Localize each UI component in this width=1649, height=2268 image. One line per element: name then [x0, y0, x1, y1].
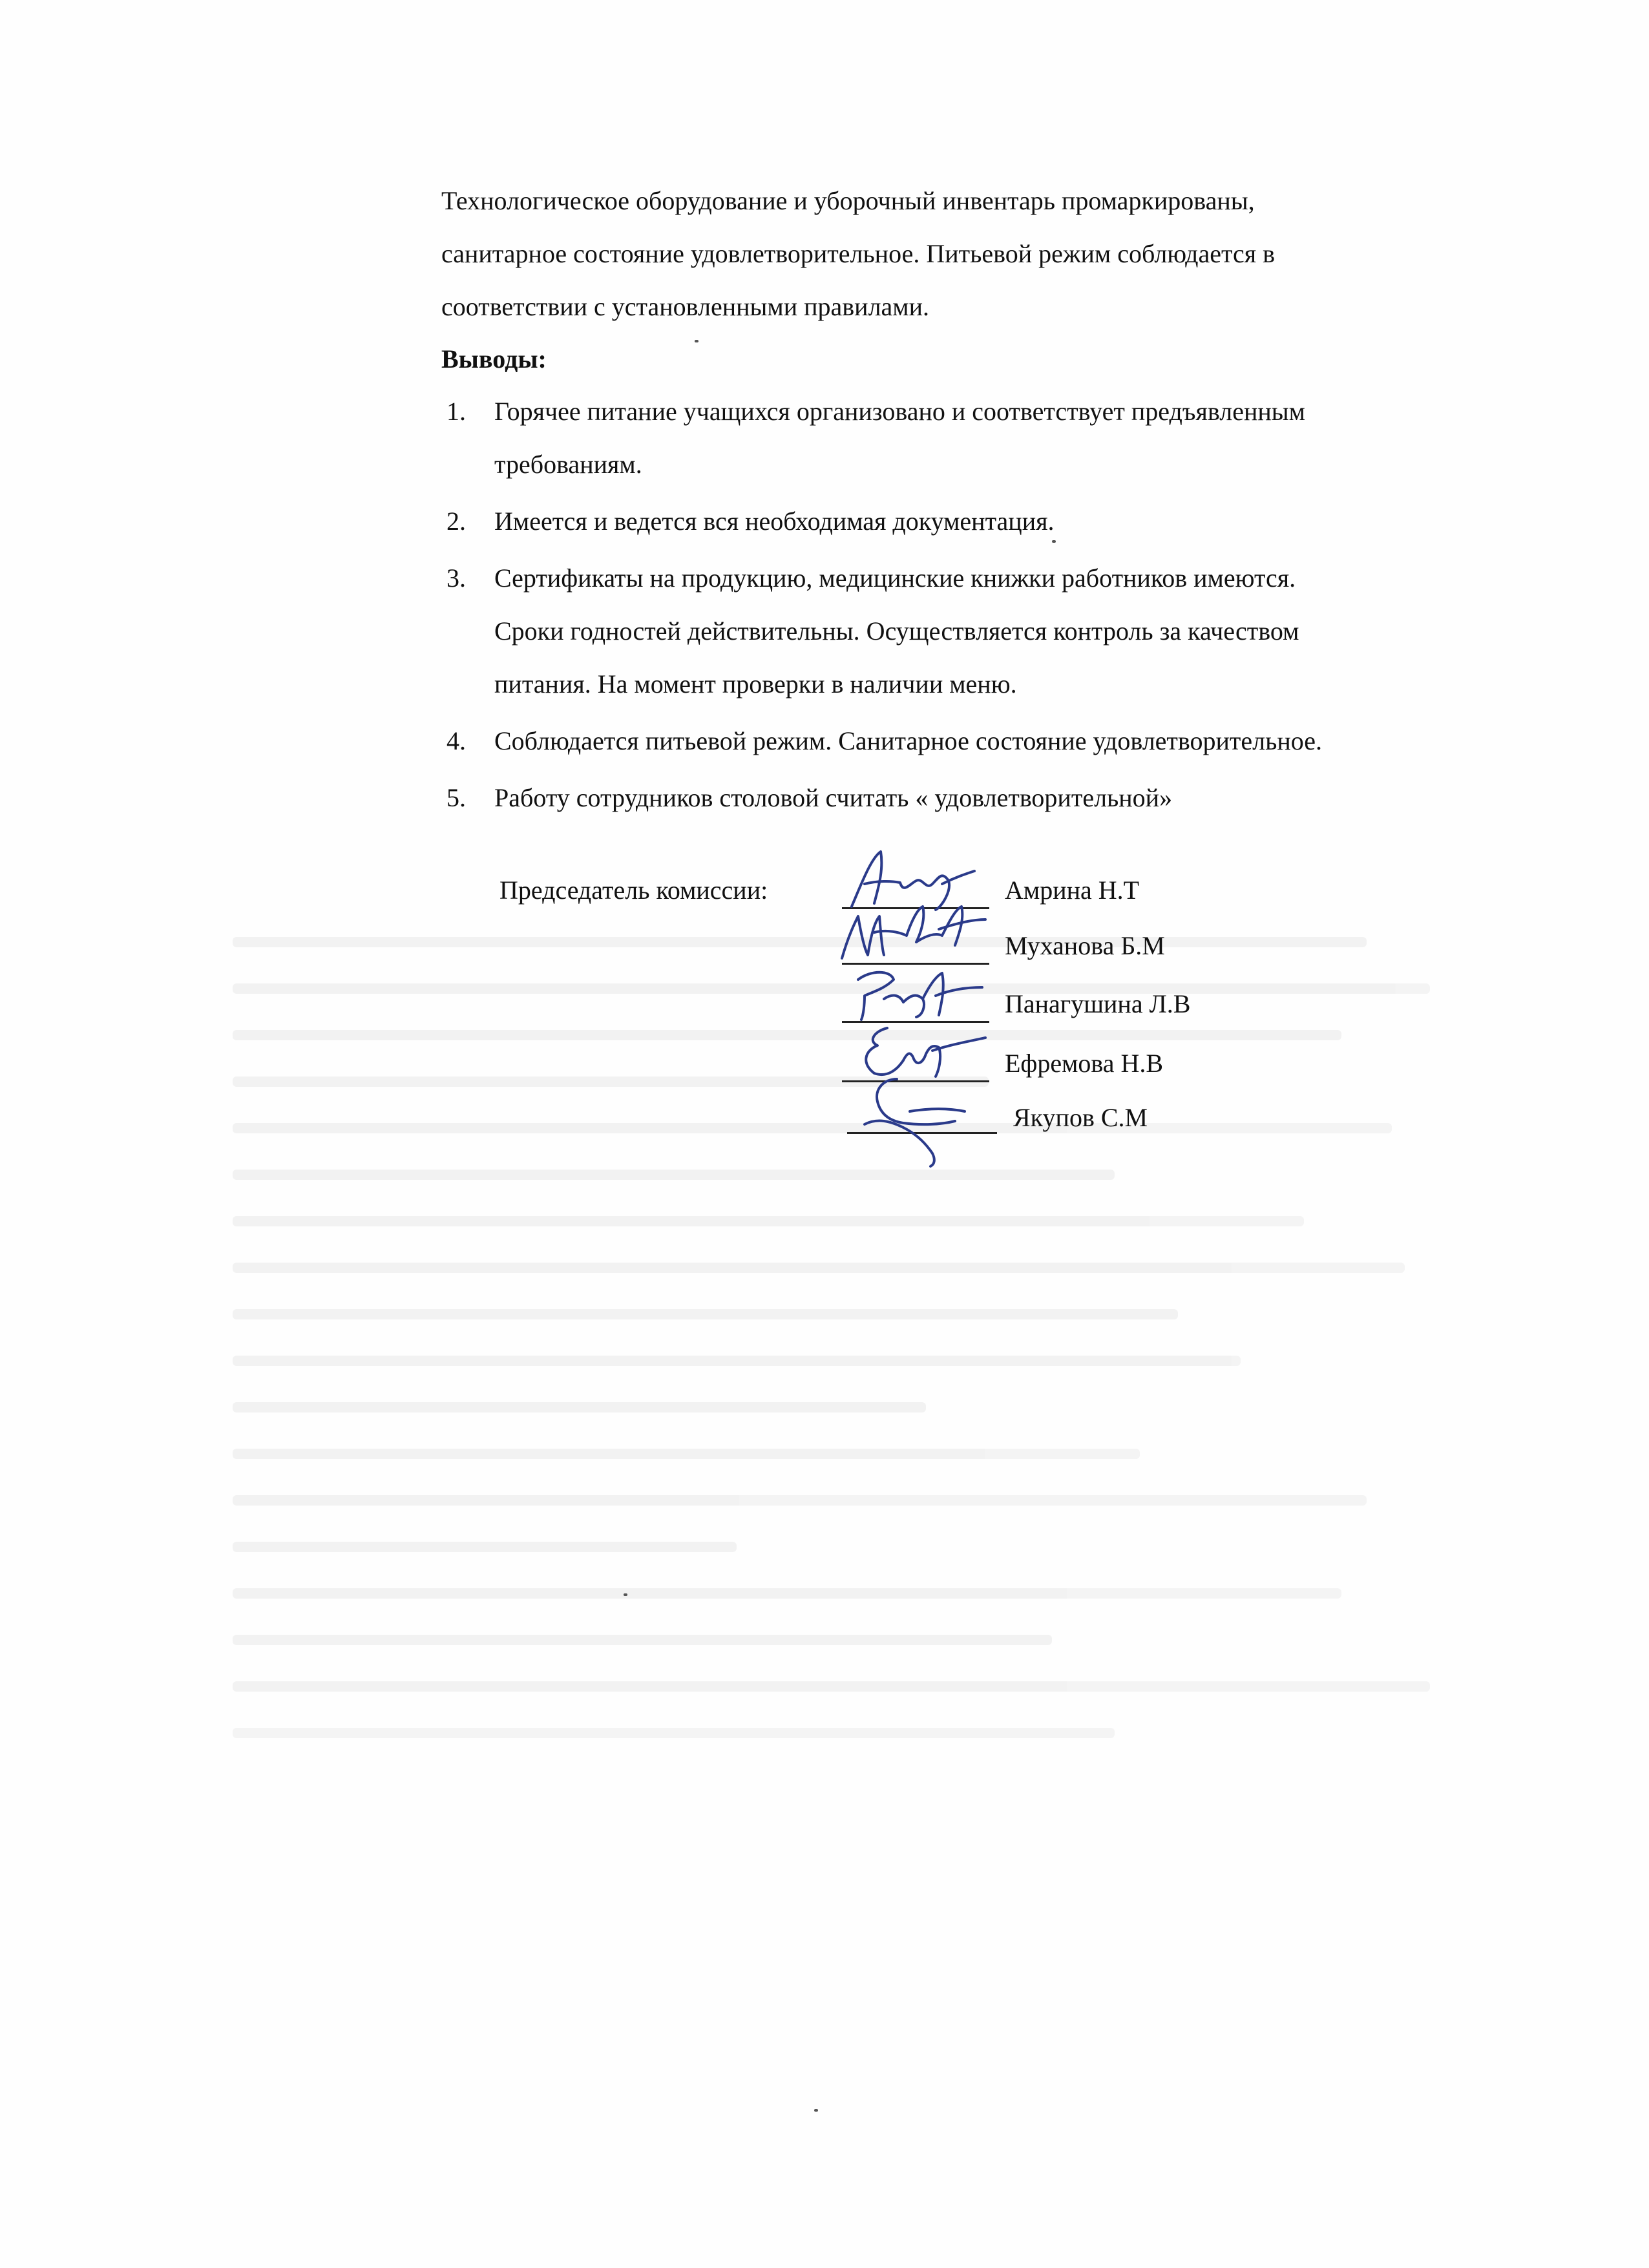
member-name: Амрина Н.Т [1005, 876, 1140, 905]
conclusion-item [441, 552, 1514, 711]
conclusion-line: Горячее питание учащихся организовано и соответствует предъявленным [494, 397, 1305, 426]
member-name: Ефремова Н.В [1005, 1049, 1164, 1078]
signature-mark [835, 897, 991, 968]
intro-line: санитарное состояние удовлетворительное. Питьевой режим соблюдается в [441, 239, 1276, 268]
conclusion-number: 3. [446, 563, 466, 593]
conclusions-list [441, 385, 1514, 824]
scan-speck [695, 340, 698, 342]
conclusion-item [441, 495, 1514, 548]
conclusion-line: Соблюдается питьевой режим. Санитарное состояние удовлетворительное. [494, 726, 1323, 755]
conclusion-number: 1. [446, 397, 466, 426]
scan-speck [1052, 540, 1056, 543]
conclusion-number: 4. [446, 726, 466, 755]
member-name: Якупов С.М [1013, 1103, 1148, 1132]
conclusion-line: Сроки годностей действительны. Осуществляется контроль за качеством [494, 616, 1299, 646]
conclusion-line: Имеется и ведется вся необходимая документация. [494, 507, 1055, 536]
scan-speck [814, 2109, 818, 2112]
intro-line: соответствии с установленными правилами. [441, 292, 930, 321]
intro-line: Технологическое оборудование и уборочный инвентарь промаркированы, [441, 186, 1255, 215]
signature-mark [852, 1073, 1000, 1170]
intro-paragraph [441, 174, 1514, 333]
conclusion-line: Работу сотрудников столовой считать « удовлетворительной» [494, 783, 1173, 812]
conclusion-item [441, 715, 1514, 768]
conclusions-heading: Выводы: [441, 344, 547, 373]
conclusion-item [441, 772, 1514, 824]
member-name: Панагушина Л.В [1005, 989, 1191, 1018]
signature-mark [845, 960, 987, 1025]
conclusion-number: 2. [446, 507, 466, 536]
scan-speck [624, 1593, 627, 1596]
member-name: Муханова Б.М [1005, 931, 1165, 960]
conclusion-item [441, 385, 1514, 491]
conclusion-line: Сертификаты на продукцию, медицинские книжки работников имеются. [494, 563, 1296, 593]
conclusion-number: 5. [446, 783, 466, 812]
conclusion-line: требованиям. [494, 450, 642, 479]
document-body [441, 174, 1514, 828]
signature-block [441, 834, 1411, 1131]
conclusion-line: питания. На момент проверки в наличии меню. [494, 669, 1017, 698]
chair-label: Председатель комиссии: [499, 876, 768, 905]
